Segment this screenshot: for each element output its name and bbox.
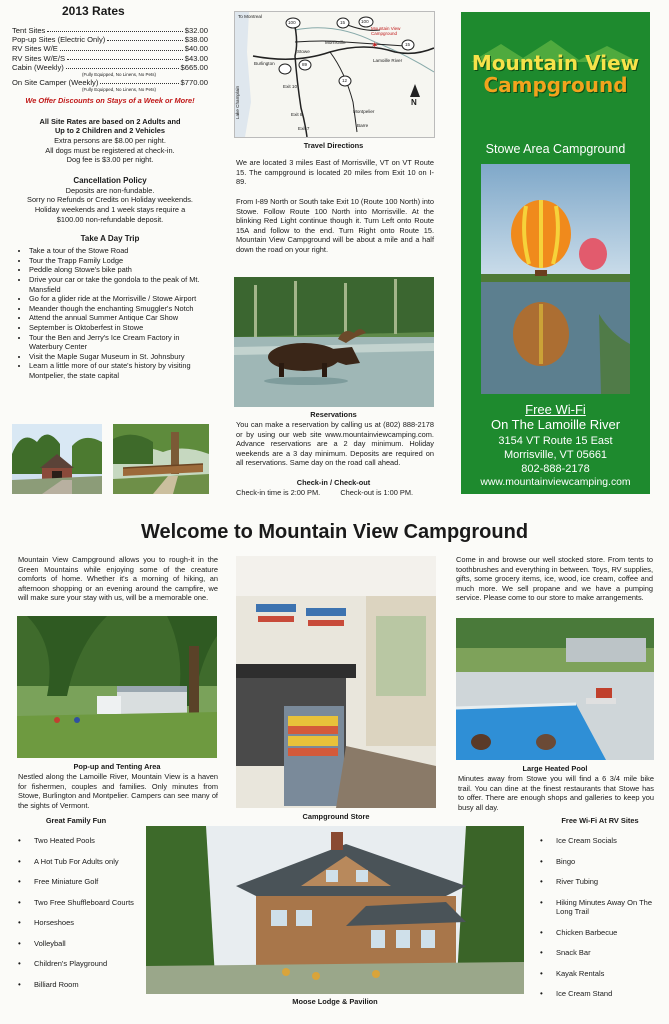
site-policy — [12, 117, 208, 165]
feature-item: • Kayak Rentals — [538, 969, 658, 979]
popup-tent-photo — [17, 616, 217, 758]
policy-line: Up to 2 Children and 2 Vehicles — [54, 126, 166, 136]
feature-item: • Volleyball — [16, 939, 141, 949]
reservations-title: Reservations — [310, 410, 357, 419]
day-trip-item: • Take a tour of the Stowe Road — [29, 246, 208, 256]
map-label-stowe: Stowe — [297, 49, 310, 54]
day-trip-item: • Tour the Trapp Family Lodge — [29, 256, 208, 266]
family-fun-title: Great Family Fun — [45, 816, 107, 825]
popup-text: Nestled along the Lamoille River, Mountain View is a haven for fishermen, couples and families. Only minutes from Stowe, Burlington and Montpelier. Campers can see many of the sights of Vermont. — [18, 772, 218, 810]
map-label-exit10: Exit 10 — [283, 84, 298, 89]
balloon-photo — [481, 164, 630, 394]
welcome-heading: Welcome to Mountain View Campground — [140, 521, 529, 543]
covered-bridge-photo — [12, 424, 102, 494]
brand-panel — [461, 12, 650, 494]
rate-price: $38.00 — [184, 35, 208, 45]
policy-line: Extra persons are $8.00 per night. — [54, 136, 166, 145]
rate-price: $770.00 — [180, 77, 208, 87]
rate-leader — [47, 26, 182, 32]
feature-item: • Ice Cream Socials — [538, 836, 658, 846]
family-fun-list — [16, 836, 141, 1000]
day-trip-item: • Visit the Maple Sugar Museum in St. Johnsbury — [29, 352, 208, 362]
feature-item: • Two Free Shuffleboard Courts — [16, 898, 141, 908]
rate-row — [12, 26, 208, 35]
directions-title: Travel Directions — [303, 141, 364, 150]
rate-leader — [107, 35, 183, 41]
day-trip-item: • Meander though the enchanting Smuggler's Notch — [29, 304, 208, 314]
cancel-line: $100.00 non-refundable deposit. — [56, 214, 164, 224]
rate-note: (Fully Equipped, No Linens, No Pets) — [82, 72, 157, 78]
trail-bridge-photo — [113, 424, 209, 494]
campground-store-photo — [236, 556, 436, 808]
map-shield-15b: 15 — [405, 42, 411, 47]
feature-item: • Billiard Room — [16, 980, 141, 990]
rate-row — [12, 78, 208, 87]
map-north-label: N — [411, 98, 417, 107]
feature-item: • Horseshoes — [16, 918, 141, 928]
rate-price: $43.00 — [184, 53, 208, 63]
rate-label: RV Sites W/E/S — [12, 53, 66, 63]
feature-item: • A Hot Tub For Adults only — [16, 857, 141, 867]
discount-note: We Offer Discounts on Stays of a Week or More! — [25, 96, 195, 106]
brand-title-line2: Campground — [483, 73, 628, 97]
map-shield-100a: 100 — [288, 20, 296, 25]
cancel-title: Cancellation Policy — [73, 175, 147, 185]
map-label-exit7: Exit 7 — [298, 126, 310, 131]
rate-leader — [67, 54, 183, 60]
check-title: Check-in / Check-out — [296, 478, 371, 487]
brand-tagline: Stowe Area Campground — [485, 142, 626, 156]
rates-list — [12, 26, 208, 92]
feature-item: • Two Heated Pools — [16, 836, 141, 846]
feature-item: • Chicken Barbecue — [538, 928, 658, 938]
cancel-line: Sorry no Refunds or Credits on Holiday weekends. — [27, 195, 193, 205]
brand-website-link[interactable]: www.mountainviewcamping.com — [480, 477, 631, 488]
pool-caption: Large Heated Pool — [522, 764, 588, 773]
rate-label: Cabin (Weekly) — [12, 62, 64, 72]
feature-item: • Bingo — [538, 857, 658, 867]
rate-price: $40.00 — [184, 44, 208, 54]
rate-leader — [66, 63, 179, 69]
rate-label: Tent Sites — [12, 26, 46, 35]
brand-river: On The Lamoille River — [490, 417, 621, 432]
cancel-line: Deposits are non-fundable. — [65, 185, 155, 195]
rates-panel — [12, 4, 208, 380]
map-label-campground: Mountain View Campground — [371, 26, 401, 36]
brand-address1: 3154 VT Route 15 East — [498, 435, 613, 447]
welcome-intro: Mountain View Campground allows you to rough-it in the Green Mountains while enjoying some of the creature comforts of home. Whether it's a morning of hiking, an afternoon shopping or an evening around the campfire, we will make sure your stay with us, will be a memorable one. — [18, 555, 218, 603]
brand-wifi[interactable]: Free Wi-Fi — [525, 402, 586, 417]
feature-item: • Free Miniature Golf — [16, 877, 141, 887]
map-shield-100b: 100 — [361, 19, 369, 24]
map-label-burlington: Burlington — [254, 61, 275, 66]
rate-note: (Fully Equipped, No Linens, No Pets) — [82, 86, 157, 92]
svg-text:✶: ✶ — [371, 41, 379, 51]
moose-photo — [234, 277, 434, 407]
travel-map — [234, 11, 435, 138]
day-trip-item: • Peddle along Stowe's bike path — [29, 265, 208, 275]
policy-line: Dog fee is $3.00 per night. — [66, 155, 154, 165]
rate-row — [12, 35, 208, 44]
cancel-line: Holiday weekends and 1 week stays require a — [34, 204, 186, 214]
rate-price: $665.00 — [180, 62, 208, 72]
rate-row — [12, 44, 208, 53]
store-text: Come in and browse our well stocked store. From tents to toothbrushes and everything in between. Toys, RV supplies, gifts, some grocery items, ice, wood, ice cream, coffee and much more. We sell propane and we have a pumping service. Please come to our store to make arrangements. — [456, 555, 653, 603]
brand-title-line1: Mountain View — [471, 51, 640, 75]
map-label-lake: Lake Champlain — [235, 85, 241, 120]
map-label-morrisville: Morrisville — [325, 40, 346, 45]
rate-leader — [60, 44, 183, 50]
wifi-sites-list — [538, 836, 658, 1010]
check-times — [236, 488, 434, 498]
store-caption: Campground Store — [302, 812, 370, 821]
brand-phone[interactable]: 802-888-2178 — [521, 463, 590, 475]
pool-photo — [456, 618, 654, 760]
brand-address2: Morrisville, VT 05661 — [503, 449, 608, 461]
day-trip-item: • Drive your car or take the gondola to the peak of Mt. Mansfield — [29, 275, 208, 294]
rate-row — [12, 63, 208, 72]
rates-title: 2013 Rates — [62, 4, 125, 18]
feature-item: • Snack Bar — [538, 948, 658, 958]
rate-label: Pop-up Sites (Electric Only) — [12, 35, 106, 45]
map-label-lamoille: Lamoille River — [373, 58, 403, 63]
feature-item: • River Tubing — [538, 877, 658, 887]
day-trip-title: Take A Day Trip — [80, 234, 140, 244]
popup-caption: Pop-up and Tenting Area — [73, 762, 161, 771]
directions-p1: We are located 3 miles East of Morrisville, VT on VT Route 15. The campground is located 20 miles from Exit 10 on I-89. — [236, 158, 434, 187]
day-trip-item: • Attend the annual Summer Antique Car Show — [29, 313, 208, 323]
day-trip-item: • Learn a little more of our state's history by visiting Montpelier, the state capital — [29, 361, 208, 380]
map-label-exit8: Exit 8 — [291, 112, 303, 117]
lodge-photo — [146, 826, 524, 994]
directions-p2: From I-89 North or South take Exit 10 (Route 100 North) into Stowe. Follow Route 100 North into Morrisville. At the blinking Red Light continue though it. Turn Left onto Route 15A and follow to the end. Turn Right onto Route 15. Mountain View Campground will be about a mile and a half down the road on your right. — [236, 197, 434, 254]
reservations-text: You can make a reservation by calling us at (802) 888-2178 or by using our web site www.mountainviewcamping.com. Advance reservations are a 2 day minimum. Holiday weekends are a 3 day minimum. Deposits are required on all reservations. Same day on the road call ahead. — [236, 420, 434, 468]
map-label-barre: Barre — [357, 123, 369, 128]
map-shield-89: 89 — [302, 62, 308, 67]
feature-item: • Children's Playground — [16, 959, 141, 969]
map-shield-15a: 15 — [340, 20, 346, 25]
rate-label: RV Sites W/E — [12, 44, 58, 54]
map-shield-12: 12 — [342, 78, 348, 83]
map-label-montpelier: Montpelier — [353, 109, 375, 114]
rate-row — [12, 54, 208, 63]
rate-leader — [100, 78, 178, 84]
policy-line: All dogs must be registered at check-in. — [45, 145, 175, 155]
map-label-montreal: To Montreal — [238, 14, 262, 19]
day-trip-list — [12, 246, 208, 380]
day-trip-item: • Tour the Ben and Jerry's Ice Cream Factory in Waterbury Center — [29, 333, 208, 352]
lodge-caption: Moose Lodge & Pavilion — [292, 997, 378, 1006]
policy-line: All Site Rates are based on 2 Adults and — [39, 116, 181, 126]
rate-price: $32.00 — [184, 26, 208, 35]
cancel-policy — [12, 186, 208, 224]
day-trip-item: • Go for a glider ride at the Morrisville / Stowe Airport — [29, 294, 208, 304]
day-trip-item: • September is Oktoberfest in Stowe — [29, 323, 208, 333]
checkin-time: Check-in time is 2:00 PM. — [236, 488, 321, 497]
feature-item: • Ice Cream Stand — [538, 989, 658, 999]
checkout-time: Check-out is 1:00 PM. — [340, 488, 414, 497]
feature-item: • Hiking Minutes Away On The Long Trail — [538, 898, 658, 917]
wifi-sites-title: Free Wi-Fi At RV Sites — [561, 816, 639, 825]
rate-label: On Site Camper (Weekly) — [12, 77, 99, 87]
pool-text: Minutes away from Stowe you will find a 6 3/4 mile bike trail. You can dine at the finest restaurants that Stowe has to offer. There are enough shops and galleries to keep you busy all day. — [458, 774, 654, 812]
